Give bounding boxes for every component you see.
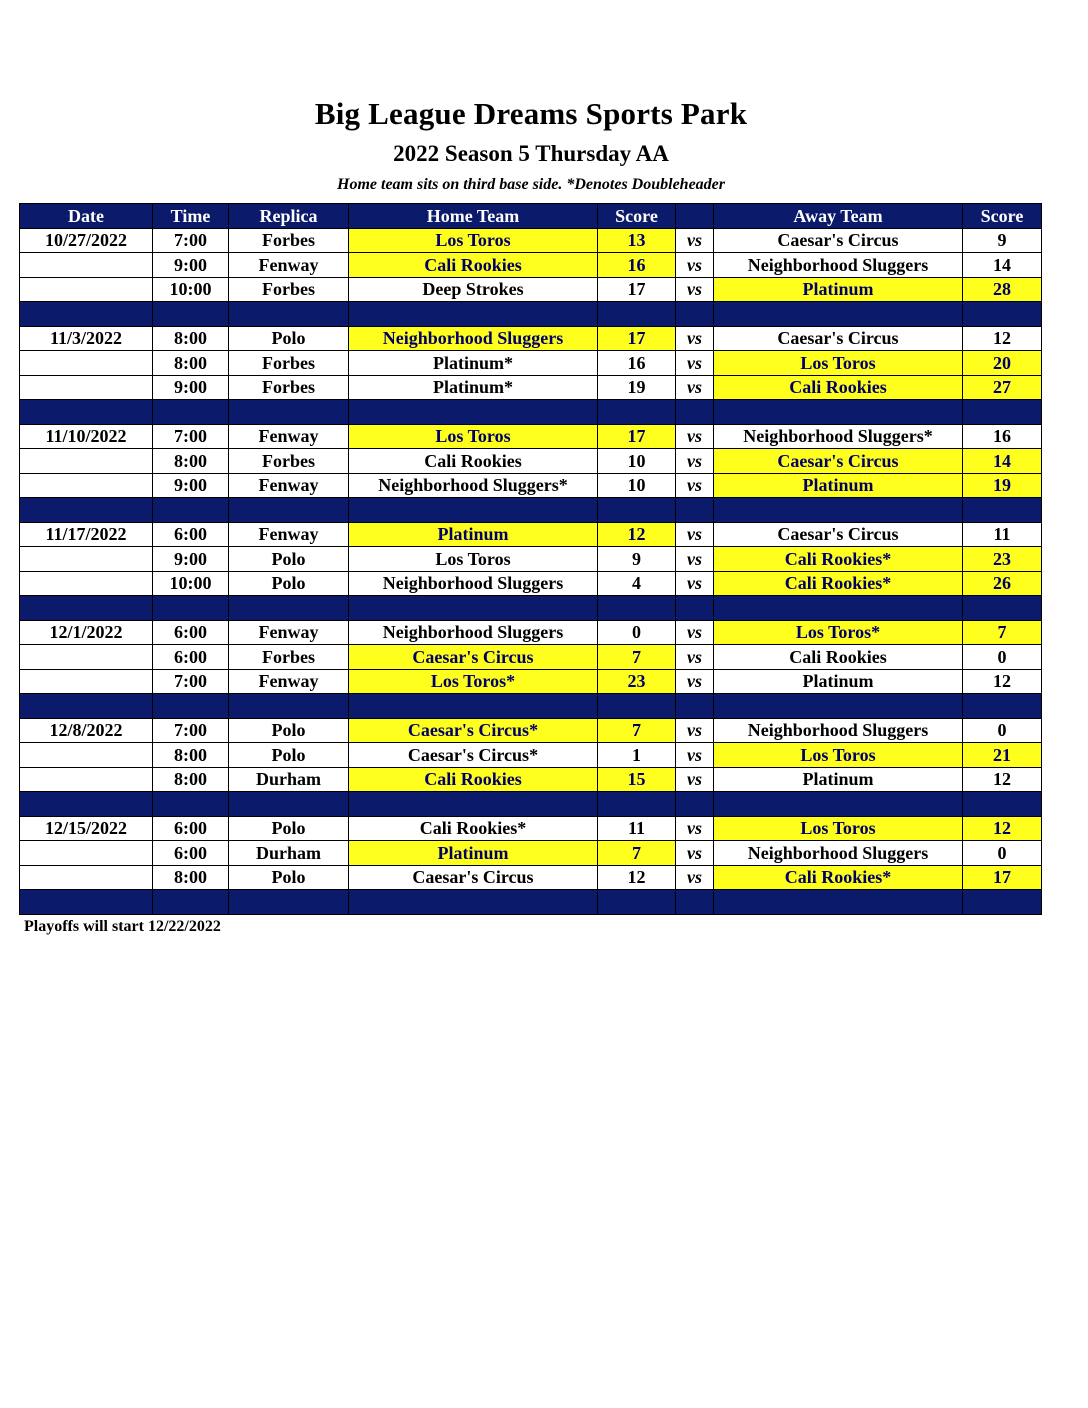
separator-cell	[714, 400, 963, 425]
cell-time: 8:00	[153, 767, 229, 792]
week-separator-row	[20, 890, 1042, 915]
separator-cell	[349, 792, 598, 817]
cell-home-score: 17	[598, 277, 676, 302]
cell-replica: Fenway	[229, 522, 349, 547]
separator-cell	[676, 302, 714, 327]
page-subtitle: 2022 Season 5 Thursday AA	[393, 141, 669, 166]
cell-vs: vs	[676, 645, 714, 670]
cell-date	[20, 743, 153, 768]
cell-time: 6:00	[153, 620, 229, 645]
table-row	[20, 743, 1042, 768]
cell-date	[20, 767, 153, 792]
cell-away-team: Caesar's Circus	[714, 522, 963, 547]
week-separator-row	[20, 302, 1042, 327]
separator-cell	[153, 792, 229, 817]
schedule-note: Home team sits on third base side. *Denotes Doubleheader	[337, 176, 725, 193]
cell-away-score: 12	[963, 767, 1042, 792]
cell-home-team: Los Toros*	[349, 669, 598, 694]
cell-vs: vs	[676, 743, 714, 768]
cell-away-team: Cali Rookies*	[714, 547, 963, 572]
cell-time: 9:00	[153, 253, 229, 278]
col-home-score: Score	[598, 204, 676, 229]
cell-home-score: 1	[598, 743, 676, 768]
cell-home-score: 7	[598, 718, 676, 743]
cell-vs: vs	[676, 718, 714, 743]
separator-cell	[349, 694, 598, 719]
table-row	[20, 424, 1042, 449]
cell-replica: Forbes	[229, 449, 349, 474]
cell-vs: vs	[676, 424, 714, 449]
separator-cell	[714, 890, 963, 915]
separator-cell	[349, 498, 598, 523]
cell-away-score: 20	[963, 351, 1042, 376]
separator-cell	[20, 792, 153, 817]
week-separator-row	[20, 596, 1042, 621]
table-row	[20, 669, 1042, 694]
cell-away-score: 27	[963, 375, 1042, 400]
cell-away-team: Los Toros	[714, 816, 963, 841]
cell-replica: Durham	[229, 767, 349, 792]
cell-time: 10:00	[153, 277, 229, 302]
cell-date	[20, 473, 153, 498]
cell-away-score: 0	[963, 718, 1042, 743]
cell-vs: vs	[676, 620, 714, 645]
cell-away-team: Platinum	[714, 277, 963, 302]
separator-cell	[153, 400, 229, 425]
cell-vs: vs	[676, 253, 714, 278]
cell-home-score: 12	[598, 522, 676, 547]
cell-home-team: Neighborhood Sluggers	[349, 326, 598, 351]
separator-cell	[963, 792, 1042, 817]
cell-away-score: 23	[963, 547, 1042, 572]
cell-time: 7:00	[153, 669, 229, 694]
cell-replica: Polo	[229, 571, 349, 596]
table-row	[20, 645, 1042, 670]
cell-vs: vs	[676, 669, 714, 694]
cell-date	[20, 449, 153, 474]
cell-home-team: Caesar's Circus	[349, 645, 598, 670]
cell-time: 8:00	[153, 326, 229, 351]
col-vs	[676, 204, 714, 229]
cell-time: 9:00	[153, 375, 229, 400]
col-time: Time	[153, 204, 229, 229]
cell-home-team: Los Toros	[349, 547, 598, 572]
cell-home-team: Platinum	[349, 841, 598, 866]
separator-cell	[676, 792, 714, 817]
cell-away-score: 9	[963, 228, 1042, 253]
week-separator-row	[20, 400, 1042, 425]
cell-away-score: 12	[963, 669, 1042, 694]
schedule-body	[20, 228, 1042, 914]
cell-home-team: Caesar's Circus	[349, 865, 598, 890]
cell-replica: Forbes	[229, 277, 349, 302]
cell-date	[20, 375, 153, 400]
cell-time: 9:00	[153, 547, 229, 572]
cell-replica: Fenway	[229, 424, 349, 449]
cell-vs: vs	[676, 841, 714, 866]
separator-cell	[598, 694, 676, 719]
separator-cell	[20, 890, 153, 915]
cell-away-score: 17	[963, 865, 1042, 890]
cell-away-team: Neighborhood Sluggers	[714, 841, 963, 866]
separator-cell	[963, 694, 1042, 719]
cell-away-score: 14	[963, 449, 1042, 474]
separator-cell	[598, 596, 676, 621]
col-home-team: Home Team	[349, 204, 598, 229]
table-row	[20, 547, 1042, 572]
cell-away-team: Caesar's Circus	[714, 326, 963, 351]
separator-cell	[20, 400, 153, 425]
separator-cell	[153, 302, 229, 327]
cell-replica: Polo	[229, 326, 349, 351]
cell-away-team: Caesar's Circus	[714, 228, 963, 253]
table-row	[20, 865, 1042, 890]
cell-home-score: 10	[598, 449, 676, 474]
cell-vs: vs	[676, 522, 714, 547]
cell-home-score: 15	[598, 767, 676, 792]
col-away-team: Away Team	[714, 204, 963, 229]
cell-home-team: Deep Strokes	[349, 277, 598, 302]
table-row	[20, 522, 1042, 547]
cell-replica: Polo	[229, 718, 349, 743]
cell-time: 7:00	[153, 718, 229, 743]
cell-away-team: Caesar's Circus	[714, 449, 963, 474]
cell-home-team: Platinum*	[349, 351, 598, 376]
col-replica: Replica	[229, 204, 349, 229]
separator-cell	[349, 596, 598, 621]
separator-cell	[598, 498, 676, 523]
cell-away-score: 14	[963, 253, 1042, 278]
table-row	[20, 351, 1042, 376]
cell-home-team: Los Toros	[349, 424, 598, 449]
cell-away-score: 12	[963, 816, 1042, 841]
cell-home-team: Neighborhood Sluggers	[349, 620, 598, 645]
separator-cell	[229, 792, 349, 817]
separator-cell	[349, 890, 598, 915]
cell-vs: vs	[676, 228, 714, 253]
table-header-row	[20, 204, 1042, 229]
separator-cell	[20, 302, 153, 327]
cell-date	[20, 547, 153, 572]
separator-cell	[963, 302, 1042, 327]
cell-away-score: 0	[963, 841, 1042, 866]
cell-vs: vs	[676, 865, 714, 890]
separator-cell	[349, 400, 598, 425]
cell-away-team: Neighborhood Sluggers	[714, 718, 963, 743]
separator-cell	[598, 400, 676, 425]
cell-home-score: 7	[598, 645, 676, 670]
cell-replica: Forbes	[229, 228, 349, 253]
table-row	[20, 375, 1042, 400]
separator-cell	[229, 890, 349, 915]
cell-away-team: Cali Rookies	[714, 375, 963, 400]
separator-cell	[153, 890, 229, 915]
cell-replica: Forbes	[229, 351, 349, 376]
cell-date	[20, 645, 153, 670]
cell-away-score: 12	[963, 326, 1042, 351]
table-row	[20, 277, 1042, 302]
table-row	[20, 449, 1042, 474]
separator-cell	[229, 596, 349, 621]
cell-home-score: 0	[598, 620, 676, 645]
separator-cell	[714, 792, 963, 817]
cell-replica: Forbes	[229, 375, 349, 400]
separator-cell	[229, 302, 349, 327]
separator-cell	[229, 400, 349, 425]
cell-away-score: 16	[963, 424, 1042, 449]
cell-date	[20, 351, 153, 376]
separator-cell	[153, 596, 229, 621]
cell-date: 10/27/2022	[20, 228, 153, 253]
table-row	[20, 473, 1042, 498]
cell-away-score: 11	[963, 522, 1042, 547]
week-separator-row	[20, 792, 1042, 817]
cell-replica: Durham	[229, 841, 349, 866]
week-separator-row	[20, 498, 1042, 523]
cell-time: 6:00	[153, 816, 229, 841]
cell-replica: Forbes	[229, 645, 349, 670]
cell-date	[20, 571, 153, 596]
separator-cell	[153, 694, 229, 719]
cell-time: 8:00	[153, 743, 229, 768]
cell-date: 11/10/2022	[20, 424, 153, 449]
cell-vs: vs	[676, 767, 714, 792]
cell-away-team: Platinum	[714, 767, 963, 792]
cell-home-score: 10	[598, 473, 676, 498]
separator-cell	[598, 792, 676, 817]
cell-vs: vs	[676, 473, 714, 498]
cell-home-score: 17	[598, 424, 676, 449]
cell-home-team: Los Toros	[349, 228, 598, 253]
cell-time: 6:00	[153, 522, 229, 547]
separator-cell	[963, 596, 1042, 621]
cell-home-score: 16	[598, 351, 676, 376]
cell-home-score: 4	[598, 571, 676, 596]
cell-home-score: 19	[598, 375, 676, 400]
separator-cell	[714, 302, 963, 327]
separator-cell	[963, 400, 1042, 425]
cell-date	[20, 277, 153, 302]
cell-home-score: 23	[598, 669, 676, 694]
cell-home-team: Platinum	[349, 522, 598, 547]
separator-cell	[676, 694, 714, 719]
cell-date	[20, 669, 153, 694]
cell-away-team: Cali Rookies	[714, 645, 963, 670]
cell-away-team: Los Toros	[714, 743, 963, 768]
cell-home-score: 13	[598, 228, 676, 253]
cell-time: 10:00	[153, 571, 229, 596]
week-separator-row	[20, 694, 1042, 719]
cell-vs: vs	[676, 816, 714, 841]
cell-away-score: 0	[963, 645, 1042, 670]
table-row	[20, 571, 1042, 596]
separator-cell	[20, 694, 153, 719]
cell-home-team: Neighborhood Sluggers*	[349, 473, 598, 498]
cell-date: 11/3/2022	[20, 326, 153, 351]
cell-vs: vs	[676, 571, 714, 596]
cell-replica: Polo	[229, 865, 349, 890]
cell-replica: Fenway	[229, 620, 349, 645]
schedule-table	[19, 203, 1042, 915]
cell-away-team: Platinum	[714, 473, 963, 498]
cell-time: 9:00	[153, 473, 229, 498]
cell-away-score: 19	[963, 473, 1042, 498]
separator-cell	[676, 596, 714, 621]
cell-home-team: Platinum*	[349, 375, 598, 400]
cell-date: 12/1/2022	[20, 620, 153, 645]
table-row	[20, 841, 1042, 866]
cell-time: 6:00	[153, 645, 229, 670]
cell-date: 12/8/2022	[20, 718, 153, 743]
separator-cell	[963, 498, 1042, 523]
cell-time: 7:00	[153, 228, 229, 253]
separator-cell	[714, 498, 963, 523]
cell-away-team: Platinum	[714, 669, 963, 694]
cell-date	[20, 865, 153, 890]
separator-cell	[963, 890, 1042, 915]
separator-cell	[229, 498, 349, 523]
cell-home-team: Caesar's Circus*	[349, 718, 598, 743]
cell-date	[20, 841, 153, 866]
table-row	[20, 718, 1042, 743]
cell-replica: Fenway	[229, 253, 349, 278]
separator-cell	[676, 400, 714, 425]
cell-vs: vs	[676, 277, 714, 302]
col-date: Date	[20, 204, 153, 229]
separator-cell	[20, 498, 153, 523]
cell-replica: Polo	[229, 547, 349, 572]
cell-away-team: Neighborhood Sluggers	[714, 253, 963, 278]
cell-vs: vs	[676, 375, 714, 400]
table-row	[20, 816, 1042, 841]
table-row	[20, 253, 1042, 278]
cell-home-score: 7	[598, 841, 676, 866]
cell-home-team: Cali Rookies	[349, 253, 598, 278]
cell-home-team: Neighborhood Sluggers	[349, 571, 598, 596]
cell-date: 11/17/2022	[20, 522, 153, 547]
cell-away-team: Cali Rookies*	[714, 571, 963, 596]
cell-replica: Polo	[229, 816, 349, 841]
cell-away-team: Neighborhood Sluggers*	[714, 424, 963, 449]
cell-vs: vs	[676, 547, 714, 572]
cell-away-score: 28	[963, 277, 1042, 302]
cell-time: 8:00	[153, 865, 229, 890]
cell-home-score: 9	[598, 547, 676, 572]
separator-cell	[714, 596, 963, 621]
cell-home-score: 11	[598, 816, 676, 841]
cell-home-team: Caesar's Circus*	[349, 743, 598, 768]
separator-cell	[676, 498, 714, 523]
separator-cell	[676, 890, 714, 915]
table-row	[20, 326, 1042, 351]
cell-home-score: 17	[598, 326, 676, 351]
separator-cell	[714, 694, 963, 719]
cell-time: 6:00	[153, 841, 229, 866]
separator-cell	[20, 596, 153, 621]
cell-date: 12/15/2022	[20, 816, 153, 841]
col-away-score: Score	[963, 204, 1042, 229]
cell-home-team: Cali Rookies	[349, 449, 598, 474]
table-row	[20, 767, 1042, 792]
cell-home-team: Cali Rookies	[349, 767, 598, 792]
cell-away-team: Los Toros*	[714, 620, 963, 645]
cell-time: 7:00	[153, 424, 229, 449]
cell-replica: Fenway	[229, 669, 349, 694]
cell-away-score: 21	[963, 743, 1042, 768]
cell-time: 8:00	[153, 351, 229, 376]
cell-replica: Polo	[229, 743, 349, 768]
separator-cell	[598, 890, 676, 915]
separator-cell	[598, 302, 676, 327]
cell-vs: vs	[676, 326, 714, 351]
page-title: Big League Dreams Sports Park	[314, 96, 748, 131]
cell-home-score: 12	[598, 865, 676, 890]
cell-vs: vs	[676, 351, 714, 376]
cell-away-team: Cali Rookies*	[714, 865, 963, 890]
playoffs-note: Playoffs will start 12/22/2022	[24, 918, 221, 935]
table-row	[20, 620, 1042, 645]
cell-home-score: 16	[598, 253, 676, 278]
cell-away-team: Los Toros	[714, 351, 963, 376]
cell-time: 8:00	[153, 449, 229, 474]
separator-cell	[153, 498, 229, 523]
cell-home-team: Cali Rookies*	[349, 816, 598, 841]
separator-cell	[229, 694, 349, 719]
table-row	[20, 228, 1042, 253]
cell-vs: vs	[676, 449, 714, 474]
separator-cell	[349, 302, 598, 327]
cell-date	[20, 253, 153, 278]
cell-replica: Fenway	[229, 473, 349, 498]
cell-away-score: 7	[963, 620, 1042, 645]
cell-away-score: 26	[963, 571, 1042, 596]
